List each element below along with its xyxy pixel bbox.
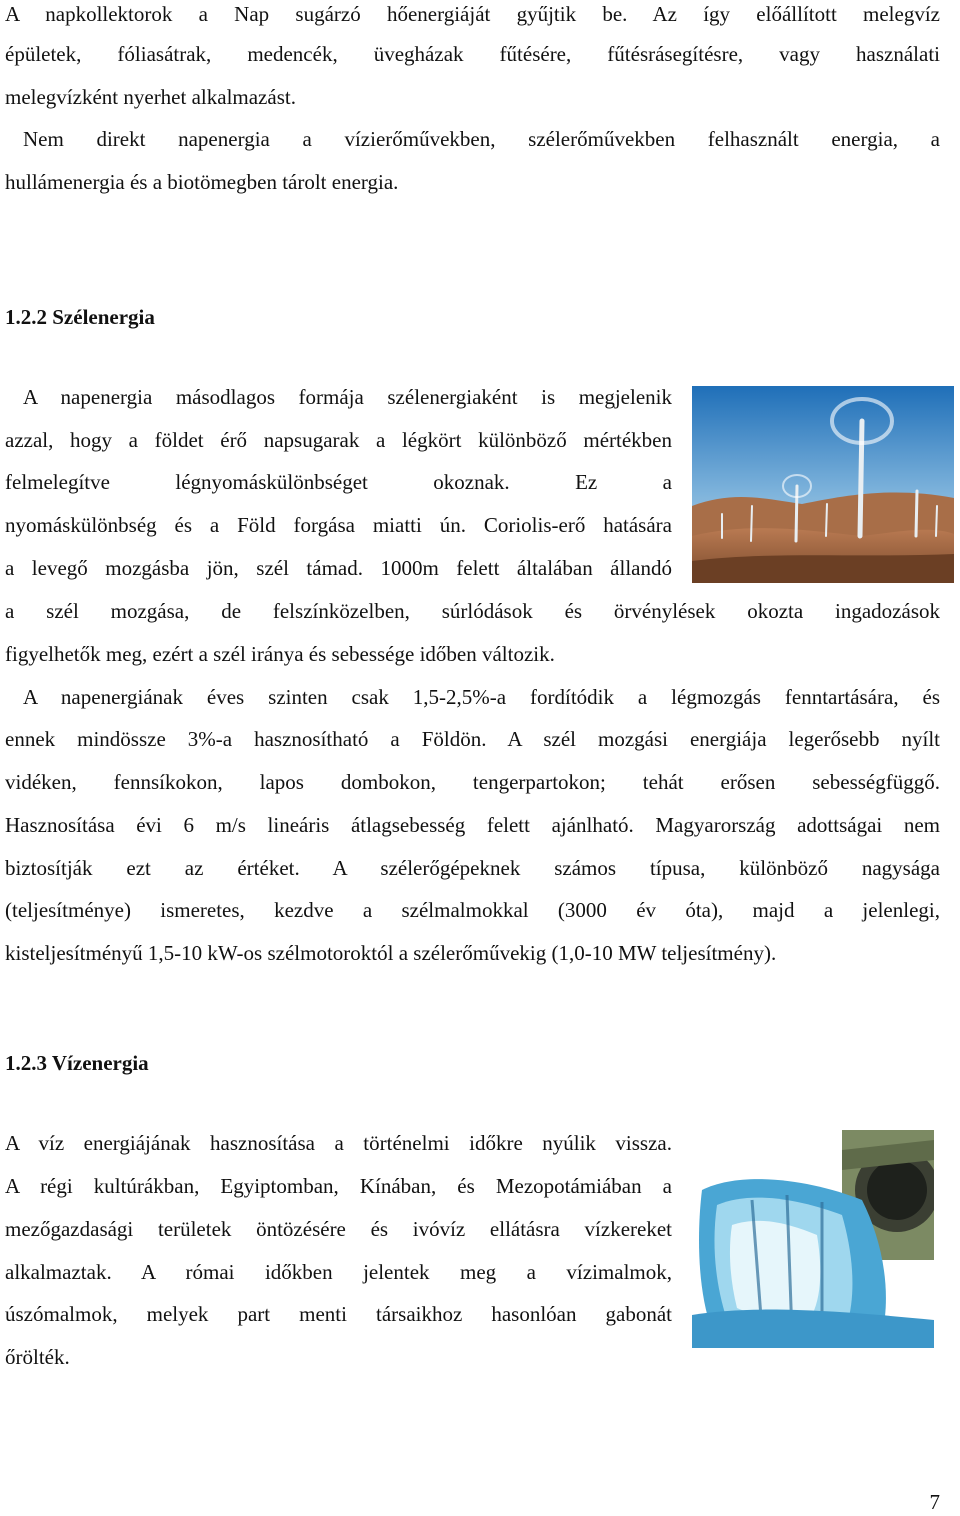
wind-paragraph-line-4: nyomáskülönbség és a Föld forgása miatti ún. Coriolis-erő hatására [5,513,672,537]
wind-paragraph2-line-1: A napenergiának éves szinten csak 1,5-2,5%-a fordítódik a légmozgás fenntartására, és [23,685,940,709]
page-number: 7 [929,1490,940,1514]
wind-paragraph-line-2: azzal, hogy a földet érő napsugarak a légkört különböző mértékben [5,428,672,452]
water-wheel-photo [692,1130,934,1348]
wind-paragraph2-line-5: biztosítják ezt az értéket. A szélerőgépeknek számos típusa, különböző nagysága [5,856,940,880]
wind-paragraph-line-7: figyelhetők meg, ezért a szél iránya és sebessége időben változik. [5,642,555,666]
wind-paragraph2-line-6: (teljesítménye) ismeretes, kezdve a szélmalmokkal (3000 év óta), majd a jelenlegi, [5,898,940,922]
paragraph1-line-2: épületek, fóliasátrak, medencék, üvegházak fűtésére, fűtésrásegítésre, vagy használati [5,42,940,66]
wind-paragraph2-line-3: vidéken, fennsíkokon, lapos dombokon, tengerpartokon; tehát erősen sebességfüggő. [5,770,940,794]
paragraph2-line-1: Nem direkt napenergia a vízierőművekben, szélerőművekben felhasznált energia, a [23,127,940,151]
water-paragraph-line-2: A régi kultúrákban, Egyiptomban, Kínában, és Mezopotámiában a [5,1174,672,1198]
water-paragraph-line-5: úszómalmok, melyek part menti társaikhoz hasonlóan gabonát [5,1302,672,1326]
paragraph1-line-3: melegvízként nyerhet alkalmazást. [5,85,296,109]
wind-paragraph2-line-4: Hasznosítása évi 6 m/s lineáris átlagsebesség felett ajánlható. Magyarország adottságai nem [5,813,940,837]
wind-paragraph-line-6: a szél mozgása, de felszínközelben, súrlódások és örvénylések okozta ingadozások [5,599,940,623]
wind-paragraph2-line-2: ennek mindössze 3%-a hasznosítható a Földön. A szél mozgási energiája legerősebb nyílt [5,727,940,751]
water-paragraph-line-1: A víz energiájának hasznosítása a történelmi időkre nyúlik vissza. [5,1131,672,1155]
water-wheel-illustration [692,1130,934,1348]
wind-paragraph-line-1: A napenergia másodlagos formája szélenergiaként is megjelenik [23,385,672,409]
water-paragraph-line-3: mezőgazdasági területek öntözésére és ivóvíz ellátásra vízkereket [5,1217,672,1241]
section-heading-water: 1.2.3 Vízenergia [5,1051,149,1075]
wind-turbines-photo [692,386,954,583]
water-paragraph-line-4: alkalmaztak. A római időkben jelentek meg a vízimalmok, [5,1260,672,1284]
wind-paragraph-line-3: felmelegítve légnyomáskülönbséget okoznak. Ez a [5,470,672,494]
water-paragraph-line-6: őrölték. [5,1345,70,1369]
wind-paragraph2-line-7: kisteljesítményű 1,5-10 kW-os szélmotoroktól a szélerőművekig (1,0-10 MW teljesítmény). [5,941,777,965]
paragraph2-line-2: hullámenergia és a biotömegben tárolt energia. [5,170,399,194]
section-heading-wind: 1.2.2 Szélenergia [5,305,155,329]
wind-farm-illustration [692,386,954,583]
wind-paragraph-line-5: a levegő mozgásba jön, szél támad. 1000m felett általában állandó [5,556,672,580]
paragraph1-line-1: A napkollektorok a Nap sugárzó hőenergiáját gyűjtik be. Az így előállított melegvíz [5,2,940,26]
